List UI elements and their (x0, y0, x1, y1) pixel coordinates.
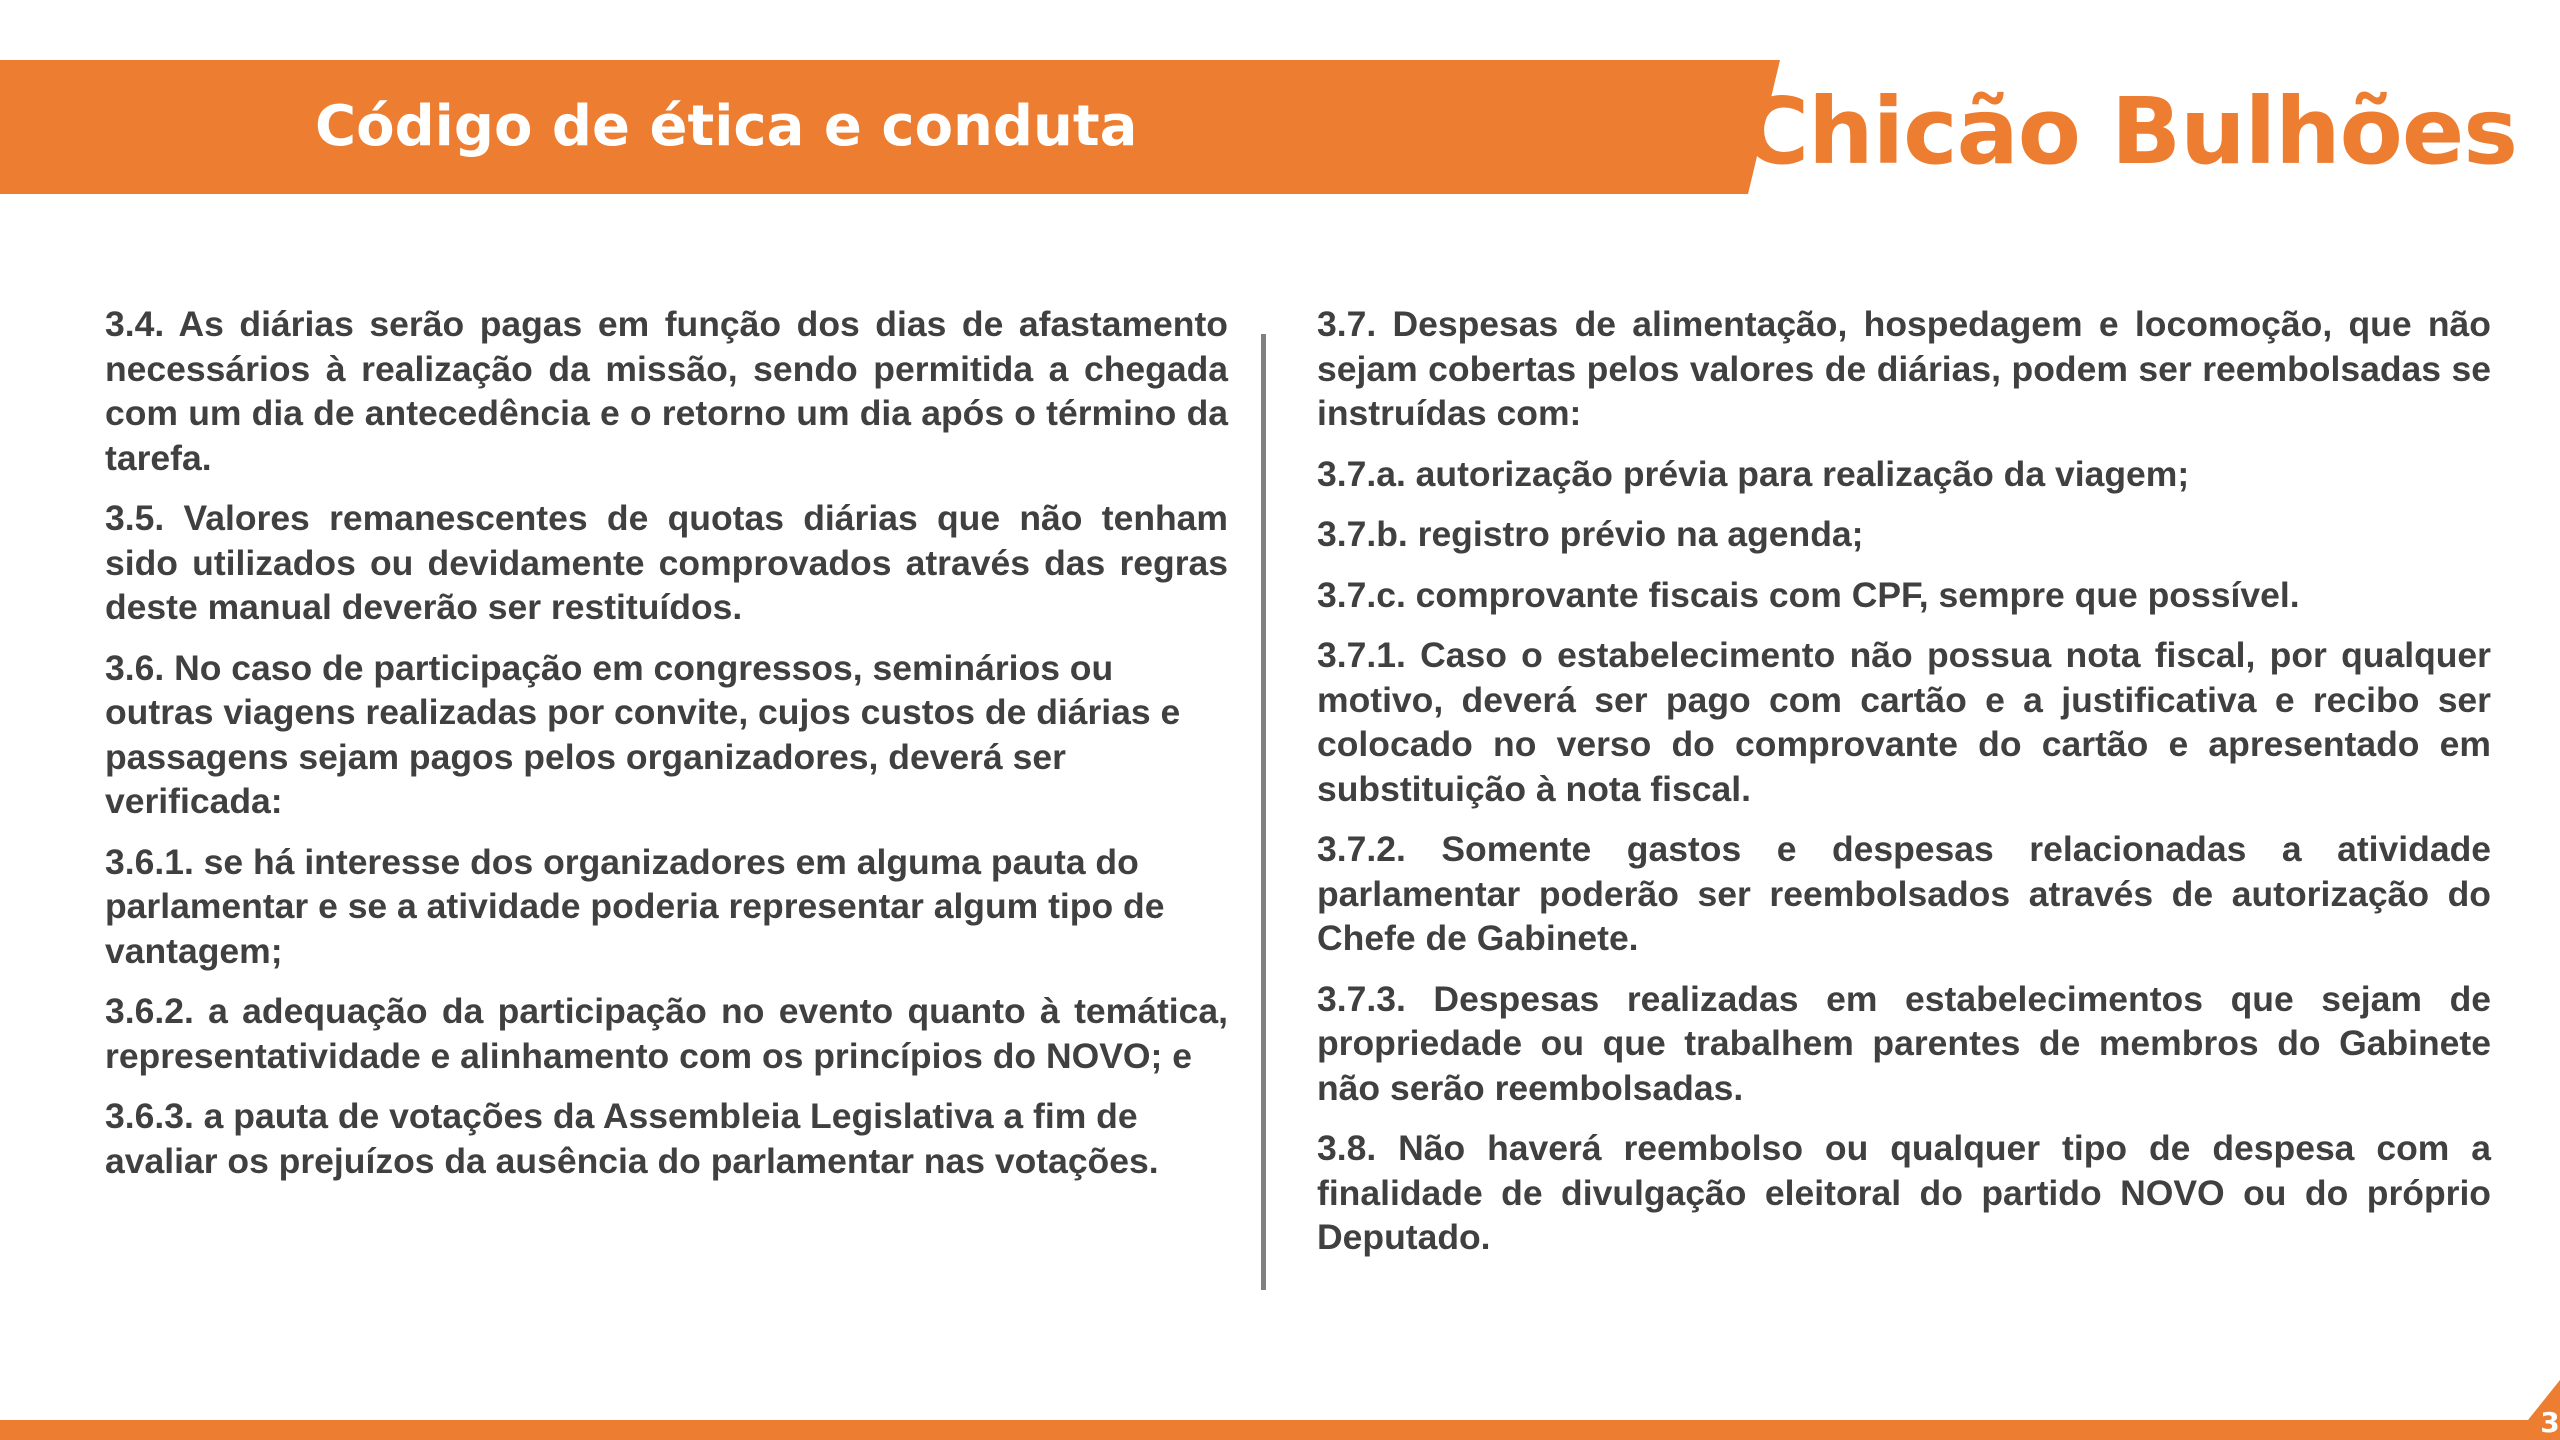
clause-3-4: 3.4. As diárias serão pagas em função dos dias de afastamento necessários à realização da missão, sendo permitida a chegada com um dia de antecedência e o retorno um dia após o término da tarefa. (105, 304, 1228, 478)
clause-3-5: 3.5. Valores remanescentes de quotas diárias que não tenham sido utilizados ou devidamente comprovados através das regras deste manual deverão ser restituídos. (105, 498, 1228, 627)
clause-3-6-2: 3.6.2. a adequação da participação no evento quanto à temática, representatividade e alinhamento com os princípios do NOVO; e (105, 991, 1228, 1076)
clause-3-6-3: 3.6.3. a pauta de votações da Assembleia Legislativa a fim de avaliar os prejuízos da ausência do parlamentar nas votações. (105, 1096, 1159, 1181)
brand-name: Chicão Bulhões (1741, 78, 2517, 185)
clause-3-7-a: 3.7.a. autorização prévia para realização da viagem; (1317, 453, 2190, 494)
clause-3-8: 3.8. Não haverá reembolso ou qualquer tipo de despesa com a finalidade de divulgação eleitoral do partido NOVO ou do próprio Deputado. (1317, 1128, 2491, 1257)
left-column (105, 302, 1228, 1199)
footer-band (0, 1420, 2560, 1440)
page-number: 3 (2540, 1406, 2560, 1439)
clause-3-6-1: 3.6.1. se há interesse dos organizadores em alguma pauta do parlamentar e se a atividade poderia representar algum tipo de vantagem; (105, 841, 1165, 971)
clause-3-7-2: 3.7.2. Somente gastos e despesas relacionadas a atividade parlamentar poderão ser reembolsados através de autorização do Chefe de Gabinete. (1317, 829, 2491, 958)
column-divider (1261, 334, 1266, 1290)
clause-3-7-b: 3.7.b. registro prévio na agenda; (1317, 514, 1864, 554)
clause-3-7-3: 3.7.3. Despesas realizadas em estabelecimentos que sejam de propriedade ou que trabalhem parentes de membros do Gabinete não serão reembolsadas. (1317, 978, 2491, 1108)
page-title: Código de ética e conduta (315, 94, 1138, 159)
clause-3-6: 3.6. No caso de participação em congressos, seminários ou outras viagens realizadas por convite, cujos custos de diárias e passagens sejam pagos pelos organizadores, deverá ser verificada: (105, 647, 1181, 821)
right-column (1317, 302, 2491, 1276)
clause-3-7-c: 3.7.c. comprovante fiscais com CPF, sempre que possível. (1317, 574, 2300, 615)
clause-3-7: 3.7. Despesas de alimentação, hospedagem e locomoção, que não sejam cobertas pelos valores de diárias, podem ser reembolsadas se instruídas com: (1317, 304, 2491, 433)
clause-3-7-1: 3.7.1. Caso o estabelecimento não possua nota fiscal, por qualquer motivo, deverá ser pago com cartão e a justificativa e recibo ser colocado no verso do comprovante do cartão e apresentado em substituição à nota fiscal. (1317, 635, 2491, 809)
